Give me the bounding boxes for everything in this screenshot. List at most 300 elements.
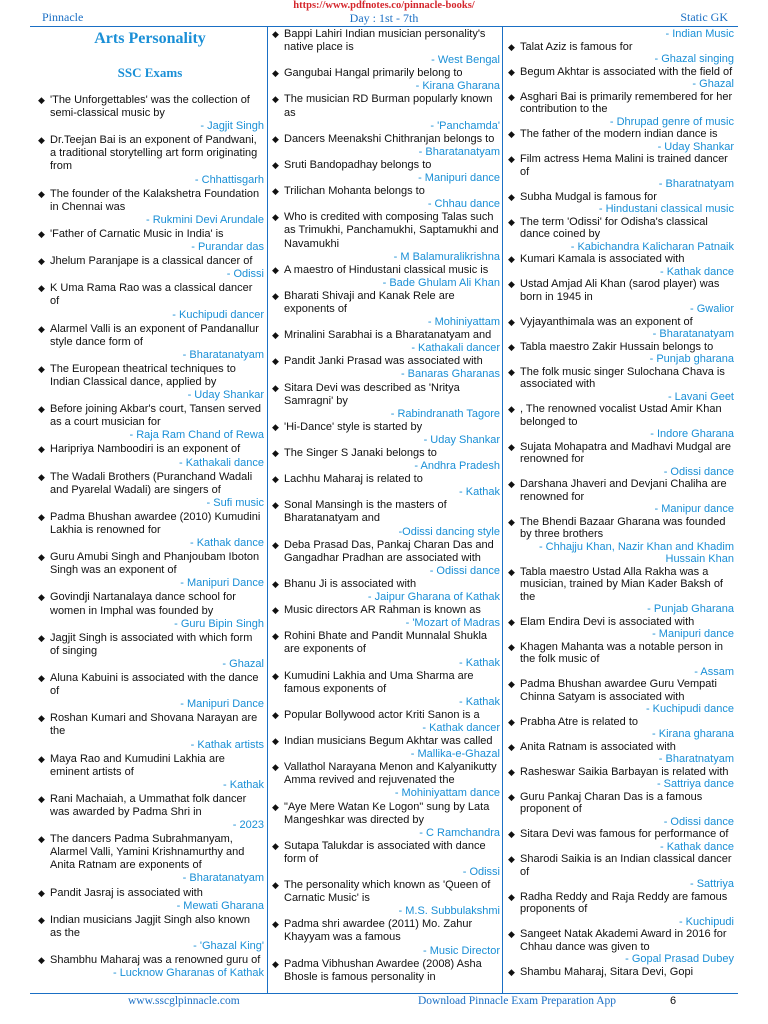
- question-text: Padma Bhushan awardee (2010) Kumudini Lakhia is renowned for: [50, 510, 261, 536]
- question-text: The musician RD Burman popularly known as: [284, 93, 493, 119]
- page-title: Arts Personality: [94, 30, 206, 47]
- question-text: Prabha Atre is related to: [520, 715, 639, 728]
- answer-text: - Kathak dance: [660, 265, 734, 278]
- diamond-bullet-icon: ◆: [38, 713, 45, 724]
- answer-text: - Manipuri dance: [652, 628, 734, 640]
- qa-item: [270, 499, 500, 538]
- diamond-bullet-icon: ◆: [38, 511, 45, 522]
- diamond-bullet-icon: ◆: [508, 441, 515, 452]
- diamond-bullet-icon: ◆: [272, 448, 279, 458]
- qa-item: [270, 67, 500, 93]
- qa-item: [506, 478, 734, 516]
- question-text: Sujata Mohapatra and Madhavi Mudgal are renowned for: [520, 440, 731, 465]
- answer-text: - Rukmini Devi Arundale: [146, 213, 264, 226]
- answer-text: - Kuchipudi dancer: [172, 308, 264, 321]
- diamond-bullet-icon: ◆: [508, 891, 515, 902]
- answer-text: - Ghazal singing: [654, 53, 734, 65]
- answer-text: - Bharatanatyam: [182, 872, 264, 885]
- diamond-bullet-icon: ◆: [38, 673, 45, 684]
- diamond-bullet-icon: ◆: [272, 709, 279, 720]
- diamond-bullet-icon: ◆: [38, 592, 45, 603]
- diamond-bullet-icon: ◆: [38, 323, 45, 334]
- diamond-bullet-icon: ◆: [508, 516, 515, 527]
- answer-text: - Kathak dance: [660, 840, 734, 853]
- header-brand: Pinnacle: [42, 10, 84, 24]
- question-text: Aluna Kabuini is associated with the dance of: [50, 672, 259, 698]
- diamond-bullet-icon: ◆: [272, 94, 279, 105]
- question-text: Trilichan Mohanta belongs to: [284, 185, 425, 198]
- diamond-bullet-icon: ◆: [508, 66, 515, 77]
- question-text: Sonal Mansingh is the masters of Bharatanatyam and: [284, 499, 447, 525]
- answer-text: - Kabichandra Kalicharan Patnaik: [570, 240, 734, 253]
- qa-item: [36, 954, 264, 980]
- question-text: Padma Bhushan awardee Guru Vempati Chinna Satyam is associated with: [520, 678, 717, 703]
- diamond-bullet-icon: ◆: [508, 404, 515, 414]
- question-text: Sangeet Natak Akademi Award in 2016 for Chhau dance was given to: [520, 928, 727, 953]
- answer-text: - Lavani Geet: [667, 390, 734, 403]
- question-text: The dancers Padma Subrahmanyam, Alarmel Valli, Yamini Krishnamurthy and Anita Ratnam are exponents of: [50, 833, 245, 872]
- qa-item: [36, 188, 264, 227]
- answer-text: - Kathakali dance: [179, 456, 264, 469]
- question-text: Kumudini Lakhia and Uma Sharma are famous exponents of: [284, 669, 474, 695]
- answer-text: - Assam: [694, 665, 734, 678]
- answer-text: - 'Ghazal King': [193, 939, 264, 952]
- question-text: 'Hi-Dance' style is started by: [284, 420, 423, 433]
- answer-text: - Kathak: [459, 656, 500, 669]
- qa-item: [506, 891, 734, 929]
- diamond-bullet-icon: ◆: [38, 632, 45, 643]
- qa-item: [506, 316, 734, 341]
- diamond-bullet-icon: ◆: [508, 616, 515, 627]
- diamond-bullet-icon: ◆: [508, 829, 515, 839]
- qa-item: [506, 678, 734, 716]
- question-text: Kumari Kamala is associated with: [520, 253, 685, 265]
- qa-item: [506, 641, 734, 679]
- question-text: Indian musicians Jagjit Singh also known as the: [50, 913, 250, 939]
- qa-item: [36, 511, 264, 550]
- qa-item: [36, 551, 264, 590]
- qa-item: [270, 918, 500, 957]
- question-text: Alarmel Valli is an exponent of Pandanallur style dance form of: [50, 322, 259, 348]
- diamond-bullet-icon: ◆: [508, 791, 515, 802]
- diamond-bullet-icon: ◆: [272, 840, 279, 851]
- qa-item: [506, 516, 734, 566]
- question-text: Bhanu Ji is associated with: [284, 577, 417, 590]
- qa-item: [270, 211, 500, 263]
- diamond-bullet-icon: ◆: [508, 316, 515, 327]
- answer-text: - Kirana gharana: [652, 728, 734, 740]
- diamond-bullet-icon: ◆: [508, 641, 515, 652]
- qa-item: [506, 928, 734, 966]
- column-divider-1: [267, 27, 268, 993]
- qa-item: [36, 632, 264, 671]
- diamond-bullet-icon: ◆: [272, 421, 279, 432]
- answer-text: - Sufi music: [206, 496, 264, 509]
- answer-text: - Music Director: [422, 944, 500, 957]
- qa-item: [36, 793, 264, 832]
- answer-text: - Hindustani classical music: [598, 203, 734, 215]
- diamond-bullet-icon: ◆: [508, 366, 515, 377]
- answer-text: - Kathak dance: [190, 537, 264, 550]
- question-text: Sruti Bandopadhay belongs to: [284, 158, 432, 171]
- question-text: Sutapa Talukdar is associated with dance form of: [284, 839, 486, 865]
- answer-text: - Mohiniyattam: [427, 316, 500, 329]
- answer-text: - Bharatanatyam: [418, 145, 500, 158]
- answer-text: - Mewati Gharana: [176, 899, 264, 912]
- answer-text: - West Bengal: [431, 54, 500, 67]
- qa-item: [36, 672, 264, 711]
- qa-item: [36, 134, 264, 186]
- question-text: Who is credited with composing Talas such as Trimukhi, Panchamukhi, Saptamukhi and Navamukhi: [284, 211, 499, 250]
- answer-text: - Indian Music: [665, 28, 734, 40]
- answer-text: - Odissi dance: [663, 815, 734, 828]
- qa-item: [36, 591, 264, 630]
- diamond-bullet-icon: ◆: [272, 159, 279, 170]
- diamond-bullet-icon: ◆: [508, 854, 515, 864]
- qa-item: [506, 566, 734, 616]
- diamond-bullet-icon: ◆: [38, 404, 45, 415]
- answer-text: - Manipuri dance: [418, 172, 500, 185]
- diamond-bullet-icon: ◆: [272, 578, 279, 589]
- answer-text: - Odissi: [226, 268, 264, 281]
- answer-text: - Uday Shankar: [657, 140, 734, 153]
- question-text: Before joining Akbar's court, Tansen served as a court musician for: [50, 403, 262, 429]
- answer-text: - Guru Bipin Singh: [174, 617, 264, 630]
- qa-item: [270, 840, 500, 879]
- question-text: Talat Aziz is famous for: [520, 40, 633, 53]
- qa-item: [506, 966, 734, 979]
- diamond-bullet-icon: ◆: [508, 41, 515, 52]
- answer-text: - Banaras Gharanas: [400, 368, 500, 381]
- qa-item: [36, 443, 264, 469]
- question-text: Sitara Devi was famous for performance of: [520, 828, 729, 840]
- diamond-bullet-icon: ◆: [38, 834, 45, 845]
- question-text: Indian musicians Begum Akhtar was called: [284, 735, 493, 748]
- diamond-bullet-icon: ◆: [38, 188, 45, 199]
- question-text: Asghari Bai is primarily remembered for her contribution to the: [520, 90, 733, 115]
- question-text: A maestro of Hindustani classical music is: [284, 263, 489, 276]
- qa-item: [36, 753, 264, 792]
- answer-text: - M.S. Subbulakshmi: [398, 905, 500, 918]
- answer-text: -Odissi dancing style: [398, 525, 500, 538]
- diamond-bullet-icon: ◆: [272, 264, 279, 275]
- header-url-link[interactable]: https://www.pdfnotes.co/pinnacle-books/: [293, 0, 475, 11]
- question-text: Rasheswar Saikia Barbayan is related with: [520, 765, 729, 778]
- answer-text: - Bharatnatyam: [658, 753, 734, 765]
- diamond-bullet-icon: ◆: [272, 539, 279, 550]
- diamond-bullet-icon: ◆: [508, 216, 515, 227]
- question-text: "Aye Mere Watan Ke Logon" sung by Lata Mangeshkar was directed by: [284, 800, 490, 826]
- footer-website-link[interactable]: www.sscglpinnacle.com: [128, 995, 240, 1007]
- diamond-bullet-icon: ◆: [508, 966, 515, 977]
- diamond-bullet-icon: ◆: [508, 191, 515, 202]
- question-text: Dr.Teejan Bai is an exponent of Pandwani, a traditional storytelling art form originating from: [50, 134, 258, 173]
- question-text: Dancers Meenakshi Chithranjan belongs to: [284, 132, 495, 145]
- qa-item: [506, 853, 734, 891]
- question-text: Sitara Devi was described as 'Nritya Samragni' by: [284, 381, 460, 407]
- question-text: Elam Endira Devi is associated with: [520, 615, 695, 628]
- qa-item: [506, 66, 734, 91]
- question-text: Darshana Jhaveri and Devjani Chaliha are renowned for: [520, 478, 727, 503]
- question-text: The father of the modern indian dance is: [520, 128, 718, 140]
- question-text: Rani Machaiah, a Ummathat folk dancer was awarded by Padma Shri in: [50, 792, 247, 818]
- diamond-bullet-icon: ◆: [272, 330, 279, 341]
- qa-item: [506, 366, 734, 404]
- question-text: Padma shri awardee (2011) Mo. Zahur Khayyam was a famous: [284, 918, 473, 944]
- qa-item: [270, 761, 500, 800]
- answer-text: - Bharatnatyam: [658, 178, 734, 190]
- answer-text: - Chhau dance: [427, 198, 500, 211]
- diamond-bullet-icon: ◆: [508, 279, 515, 289]
- answer-text: - Kathak artists: [190, 738, 264, 751]
- qa-item: [36, 712, 264, 751]
- question-text: 'Father of Carnatic Music in India' is: [50, 227, 224, 240]
- column-1: [36, 28, 264, 981]
- qa-item: [506, 616, 734, 641]
- qa-item: [36, 363, 264, 402]
- diamond-bullet-icon: ◆: [272, 382, 279, 393]
- diamond-bullet-icon: ◆: [508, 154, 515, 164]
- question-text: Govindji Nartanalaya dance school for women in Imphal was founded by: [50, 591, 236, 617]
- answer-text: - 2023: [232, 819, 264, 832]
- question-text: Jhelum Paranjape is a classical dancer of: [50, 255, 253, 268]
- question-text: Popular Bollywood actor Kriti Sanon is a: [284, 708, 480, 721]
- diamond-bullet-icon: ◆: [272, 500, 279, 511]
- footer-app-promo: Download Pinnacle Exam Preparation App: [418, 995, 617, 1007]
- qa-item: [270, 539, 500, 578]
- question-text: Maya Rao and Kumudini Lakhia are eminent artists of: [50, 752, 225, 778]
- answer-text: - Sattriya: [689, 878, 734, 890]
- question-text: The personality which known as 'Queen of Carnatic Music' is: [284, 879, 491, 905]
- question-text: Padma Vibhushan Awardee (2008) Asha Bhosle is famous personality in: [284, 957, 482, 983]
- answer-text: - Ghazal: [222, 657, 264, 670]
- qa-item: [36, 403, 264, 442]
- answer-text: - 'Panchamda': [430, 119, 500, 132]
- question-text: Subha Mudgal is famous for: [520, 190, 657, 203]
- qa-item: [270, 28, 500, 67]
- answer-text: - Uday Shankar: [423, 433, 500, 446]
- qa-item: [270, 801, 500, 840]
- qa-item: [270, 670, 500, 709]
- question-text: Tabla maestro Zakir Hussain belongs to: [520, 340, 714, 353]
- question-text: The Singer S Janaki belongs to: [284, 447, 437, 459]
- answer-text: - Manipur dance: [654, 503, 734, 515]
- diamond-bullet-icon: ◆: [272, 133, 279, 144]
- column-3: [506, 28, 734, 978]
- question-text: Vyjayanthimala was an exponent of: [520, 315, 693, 328]
- diamond-bullet-icon: ◆: [272, 474, 279, 485]
- diamond-bullet-icon: ◆: [272, 736, 279, 747]
- qa-item: [506, 153, 734, 191]
- diamond-bullet-icon: ◆: [508, 479, 515, 489]
- question-text: Music directors AR Rahman is known as: [284, 604, 481, 617]
- answer-text: - M Balamuralikrishna: [393, 250, 500, 263]
- qa-item: [270, 630, 500, 669]
- question-text: Ustad Amjad Ali Khan (sarod player) was born in 1945 in: [520, 278, 720, 303]
- diamond-bullet-icon: ◆: [272, 186, 279, 197]
- diamond-bullet-icon: ◆: [272, 958, 279, 969]
- qa-item: [270, 709, 500, 735]
- answer-text: - Mallika-e-Ghazal: [410, 748, 500, 761]
- question-text: Tabla maestro Ustad Alla Rakha was a musician, trained by Mian Kader Baksh of the: [520, 565, 723, 603]
- diamond-bullet-icon: ◆: [38, 363, 45, 374]
- question-text: Mrinalini Sarabhai is a Bharatanatyam and: [284, 329, 492, 342]
- page-subtitle: SSC Exams: [117, 65, 183, 80]
- diamond-bullet-icon: ◆: [272, 762, 279, 773]
- qa-item: [506, 278, 734, 316]
- question-text: K Uma Rama Rao was a classical dancer of: [50, 282, 253, 308]
- question-text: Khagen Mahanta was a notable person in the folk music of: [520, 640, 724, 665]
- answer-text: - Purandar das: [191, 241, 264, 254]
- diamond-bullet-icon: ◆: [508, 566, 515, 577]
- question-text: Guru Pankaj Charan Das is a famous proponent of: [520, 790, 703, 815]
- qa-item: [270, 958, 500, 984]
- answer-text: - Kuchipudi dance: [645, 703, 734, 715]
- answer-text: - Gopal Prasad Dubey: [625, 953, 734, 965]
- diamond-bullet-icon: ◆: [38, 753, 45, 764]
- diamond-bullet-icon: ◆: [272, 801, 279, 812]
- answer-text: - Mohiniyattam dance: [394, 787, 500, 800]
- diamond-bullet-icon: ◆: [38, 914, 45, 925]
- question-text: Pandit Jasraj is associated with: [50, 886, 203, 899]
- qa-item: [270, 447, 500, 473]
- answer-text: - Jagjit Singh: [200, 120, 264, 133]
- diamond-bullet-icon: ◆: [38, 283, 45, 294]
- diamond-bullet-icon: ◆: [272, 290, 279, 301]
- question-text: The Wadali Brothers (Puranchand Wadali and Pyarelal Wadali) are singers of: [50, 470, 253, 496]
- qa-item: [270, 735, 500, 761]
- question-text: The folk music singer Sulochana Chava is associated with: [520, 365, 725, 390]
- answer-text: - Chhattisgarh: [194, 173, 264, 186]
- diamond-bullet-icon: ◆: [38, 887, 45, 898]
- qa-item: [270, 879, 500, 918]
- diamond-bullet-icon: ◆: [38, 955, 45, 965]
- answer-text: - Odissi dance: [429, 564, 500, 577]
- diamond-bullet-icon: ◆: [272, 212, 279, 223]
- question-text: The founder of the Kalakshetra Foundation in Chennai was: [50, 187, 260, 213]
- qa-item: [36, 255, 264, 281]
- question-text: Shambhu Maharaj was a renowned guru of: [50, 954, 261, 966]
- qa-item: [36, 471, 264, 510]
- qa-item: [506, 741, 734, 766]
- answer-text: - Jaipur Gharana of Kathak: [367, 591, 500, 604]
- question-text: Film actress Hema Malini is trained dancer of: [520, 153, 728, 178]
- diamond-bullet-icon: ◆: [272, 29, 279, 39]
- question-text: Guru Amubi Singh and Phanjoubam Iboton Singh was an exponent of: [50, 551, 260, 577]
- diamond-bullet-icon: ◆: [272, 68, 279, 79]
- diamond-bullet-icon: ◆: [38, 228, 45, 239]
- answer-text: - Manipuri Dance: [180, 698, 264, 711]
- qa-item: [506, 716, 734, 741]
- answer-text: - Kathak: [459, 486, 500, 499]
- question-text: Bharati Shivaji and Kanak Rele are exponents of: [284, 289, 455, 315]
- qa-item: [270, 578, 500, 604]
- diamond-bullet-icon: ◆: [38, 444, 45, 455]
- answer-text: - Sattriya dance: [656, 778, 734, 790]
- diamond-bullet-icon: ◆: [508, 91, 515, 102]
- qa-item: [270, 473, 500, 499]
- answer-text: - Andhra Pradesh: [414, 460, 500, 473]
- diamond-bullet-icon: ◆: [272, 631, 279, 642]
- qa-item: [506, 341, 734, 366]
- answer-text: - Chhajju Khan, Nazir Khan and Khadim Hussain Khan: [538, 540, 734, 565]
- qa-item: [506, 791, 734, 829]
- qa-item: [270, 355, 500, 381]
- question-text: 'The Unforgettables' was the collection of semi-classical music by: [50, 94, 250, 120]
- answer-text: - Kuchipudi: [678, 915, 734, 928]
- qa-item: [506, 128, 734, 153]
- answer-text: - Kathak dancer: [422, 721, 500, 734]
- qa-item: [506, 216, 734, 254]
- question-text: Roshan Kumari and Shovana Narayan are the: [50, 712, 258, 738]
- answer-text: - Lucknow Gharanas of Kathak: [112, 967, 264, 980]
- footer-divider: [30, 993, 738, 994]
- diamond-bullet-icon: ◆: [272, 356, 279, 367]
- diamond-bullet-icon: ◆: [272, 605, 279, 616]
- answer-text: - Rabindranath Tagore: [390, 407, 500, 420]
- diamond-bullet-icon: ◆: [508, 254, 515, 264]
- qa-item: [270, 159, 500, 185]
- diamond-bullet-icon: ◆: [272, 919, 279, 930]
- answer-text: - C Ramchandra: [419, 826, 500, 839]
- header-divider: [30, 26, 738, 27]
- qa-item: [506, 41, 734, 66]
- question-text: Jagjit Singh is associated with which form of singing: [50, 631, 253, 657]
- question-text: Pandit Janki Prasad was associated with: [284, 355, 483, 368]
- qa-item: [506, 828, 734, 853]
- answer-text: - Dhrupad genre of music: [609, 115, 734, 128]
- qa-item: [270, 264, 500, 290]
- column-divider-2: [502, 27, 503, 993]
- answer-text: - Uday Shankar: [187, 389, 264, 402]
- question-text: Begum Akhtar is associated with the field of: [520, 65, 733, 78]
- answer-text: - Kathakali dancer: [411, 342, 500, 355]
- question-text: The term 'Odissi' for Odisha's classical dance coined by: [520, 215, 708, 240]
- diamond-bullet-icon: ◆: [508, 929, 515, 939]
- qa-item: [36, 914, 264, 953]
- qa-item: [36, 323, 264, 362]
- qa-item: [270, 93, 500, 132]
- question-text: Bappi Lahiri Indian musician personality's native place is: [284, 28, 486, 54]
- page-number: 6: [670, 995, 677, 1007]
- diamond-bullet-icon: ◆: [508, 679, 515, 689]
- qa-item: [270, 329, 500, 355]
- question-text: Lachhu Maharaj is related to: [284, 473, 423, 486]
- qa-item: [270, 604, 500, 630]
- question-text: Gangubai Hangal primarily belong to: [284, 67, 463, 80]
- question-text: Radha Reddy and Raja Reddy are famous proponents of: [520, 890, 728, 915]
- qa-item: [270, 421, 500, 447]
- diamond-bullet-icon: ◆: [272, 670, 279, 681]
- question-text: Deba Prasad Das, Pankaj Charan Das and Gangadhar Pradhan are associated with: [284, 538, 494, 564]
- qa-item: [36, 94, 264, 133]
- answer-text: - Indore Gharana: [650, 428, 734, 440]
- question-text: , The renowned vocalist Ustad Amir Khan belonged to: [520, 403, 722, 428]
- question-text: The Bhendi Bazaar Gharana was founded by three brothers: [520, 515, 726, 540]
- diamond-bullet-icon: ◆: [38, 256, 45, 267]
- answer-text: - Kathak: [223, 778, 264, 791]
- qa-item: [36, 228, 264, 254]
- question-text: Sharodi Saikia is an Indian classical dancer of: [520, 853, 732, 878]
- answer-text: - Odissi: [462, 866, 500, 878]
- qa-item: [506, 766, 734, 791]
- diamond-bullet-icon: ◆: [508, 341, 515, 352]
- diamond-bullet-icon: ◆: [38, 95, 45, 105]
- diamond-bullet-icon: ◆: [508, 766, 515, 777]
- answer-text: - Manipuri Dance: [180, 577, 264, 590]
- answer-text: - Bharatanatyam: [182, 348, 264, 361]
- qa-item: [506, 403, 734, 441]
